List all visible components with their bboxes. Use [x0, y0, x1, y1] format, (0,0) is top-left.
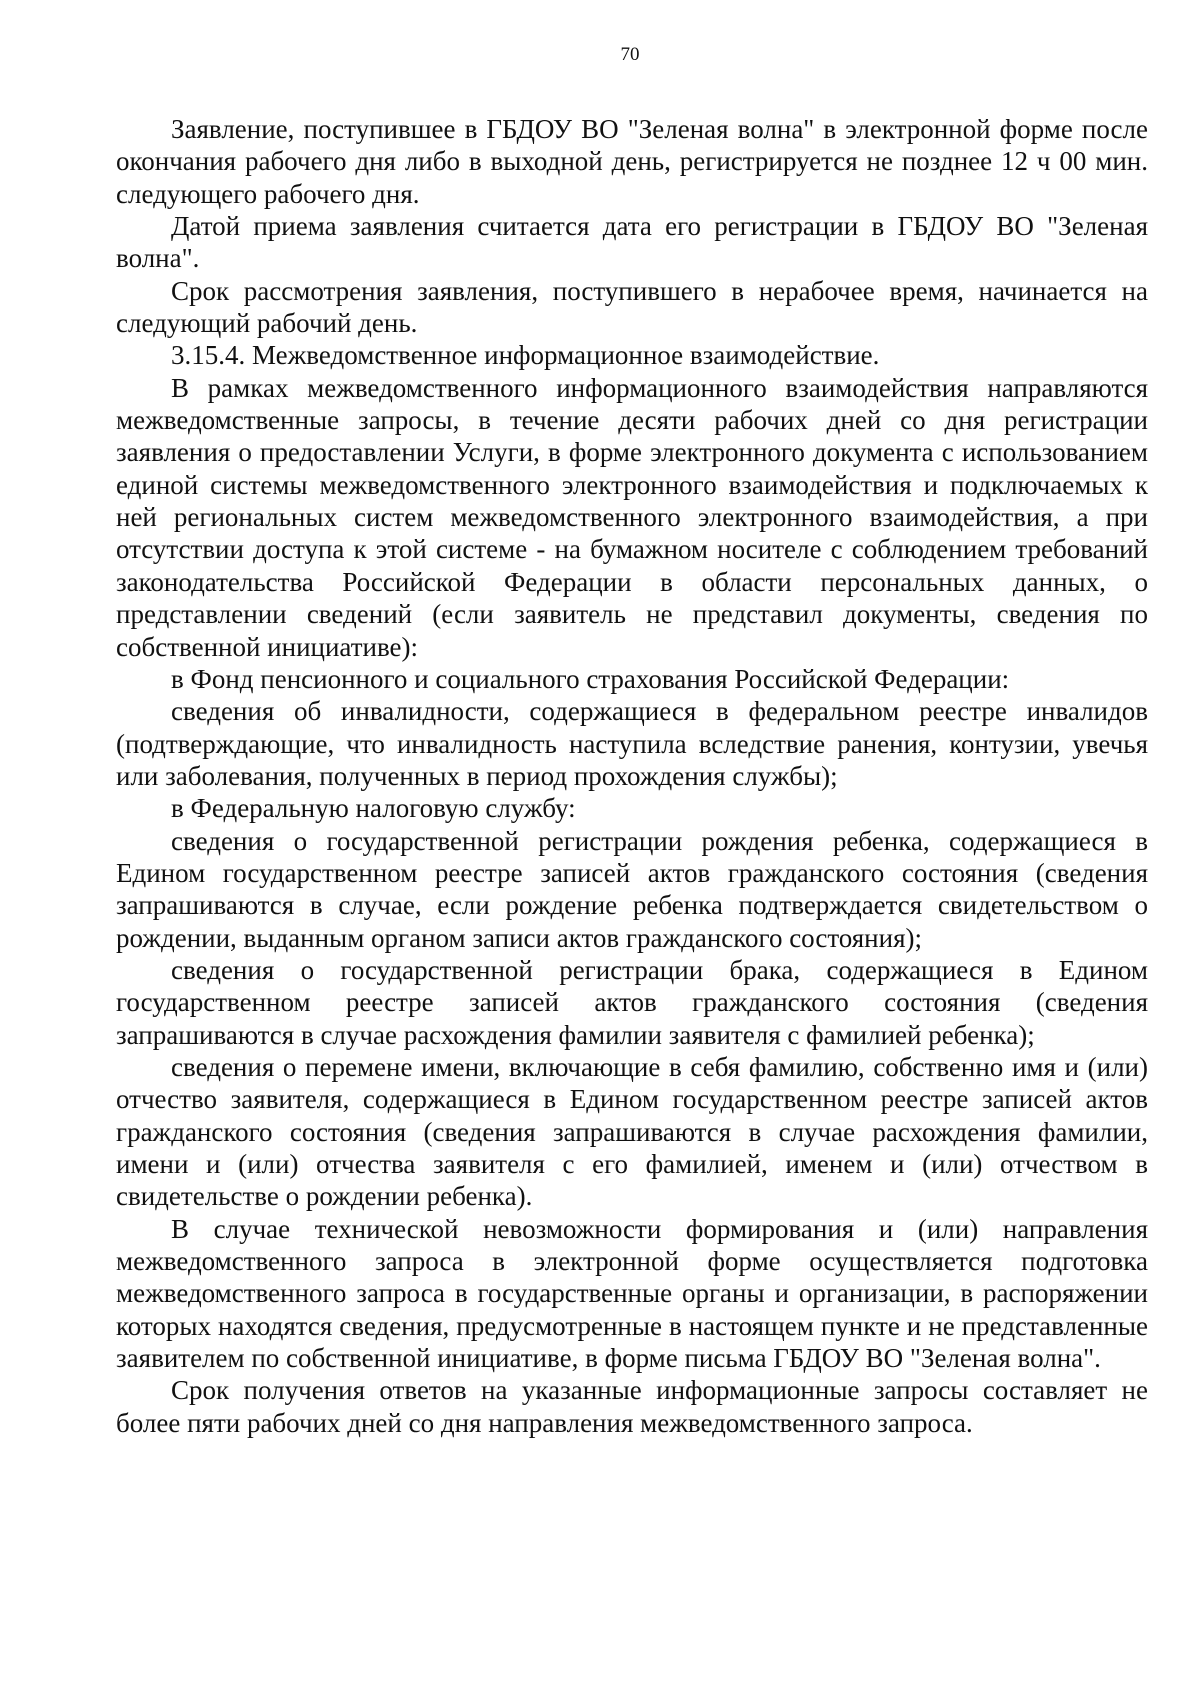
paragraph-response-deadline: Срок получения ответов на указанные информационные запросы составляет не более пяти рабочих дней со дня направления межведомственного запроса. [116, 1375, 1148, 1438]
paragraph-acceptance-date: Датой приема заявления считается дата его регистрации в ГБДОУ ВО "Зеленая волна". [116, 211, 1148, 274]
paragraph-interagency-requests: В рамках межведомственного информационного взаимодействия направляются межведомственные запросы, в течение десяти рабочих дней со дня регистрации заявления о предоставлении Услуги, в форме электронного документа с использованием единой системы межведомственного электронного взаимодействия и подключаемых к ней региональных систем межведомственного электронного взаимодействия, а при отсутствии доступа к этой системе - на бумажном носителе с соблюдением требований законодательства Российской Федерации в области персональных данных, о представлении сведений (если заявитель не представил документы, сведения по собственной инициативе): [116, 372, 1148, 662]
paragraph-birth-registration: сведения о государственной регистрации рождения ребенка, содержащиеся в Едином государственном реестре записей актов гражданского состояния (сведения запрашиваются в случае, если рождение ребенка подтверждается свидетельством о рождении, выданным органом записи актов гражданского состояния); [116, 825, 1148, 953]
document-body [116, 113, 1148, 1439]
paragraph-disability-info: сведения об инвалидности, содержащиеся в федеральном реестре инвалидов (подтверждающие, что инвалидность наступила вследствие ранения, контузии, увечья или заболевания, полученных в период прохождения службы); [116, 696, 1148, 791]
paragraph-pension-fund: в Фонд пенсионного и социального страхования Российской Федерации: [171, 663, 1010, 694]
section-heading-3-15-4: 3.15.4. Межведомственное информационное взаимодействие. [171, 340, 880, 371]
paragraph-review-period: Срок рассмотрения заявления, поступившего в нерабочее время, начинается на следующий рабочий день. [116, 275, 1148, 339]
paragraph-tax-service: в Федеральную налоговую службу: [171, 793, 576, 824]
paragraph-technical-impossibility: В случае технической невозможности формирования и (или) направления межведомственного запроса в электронной форме осуществляется подготовка межведомственного запроса в государственные органы и организации, в распоряжении которых находятся сведения, предусмотренные в настоящем пункте и не представленные заявителем по собственной инициативе, в форме письма ГБДОУ ВО "Зеленая волна". [116, 1213, 1148, 1374]
paragraph-application-registration: Заявление, поступившее в ГБДОУ ВО "Зеленая волна" в электронной форме после окончания рабочего дня либо в выходной день, регистрируется не позднее 12 ч 00 мин. следующего рабочего дня. [116, 114, 1148, 209]
page-number: 70 [620, 44, 640, 65]
paragraph-name-change: сведения о перемене имени, включающие в себя фамилию, собственно имя и (или) отчество заявителя, содержащиеся в Едином государственном реестре записей актов гражданского состояния (сведения запрашиваются в случае расхождения фамилии, имени и (или) отчества заявителя с его фамилией, именем и (или) отчеством в свидетельстве о рождении ребенка). [116, 1051, 1148, 1212]
paragraph-marriage-registration: сведения о государственной регистрации брака, содержащиеся в Едином государственном реестре записей актов гражданского состояния (сведения запрашиваются в случае расхождения фамилии заявителя с фамилией ребенка); [116, 954, 1148, 1050]
